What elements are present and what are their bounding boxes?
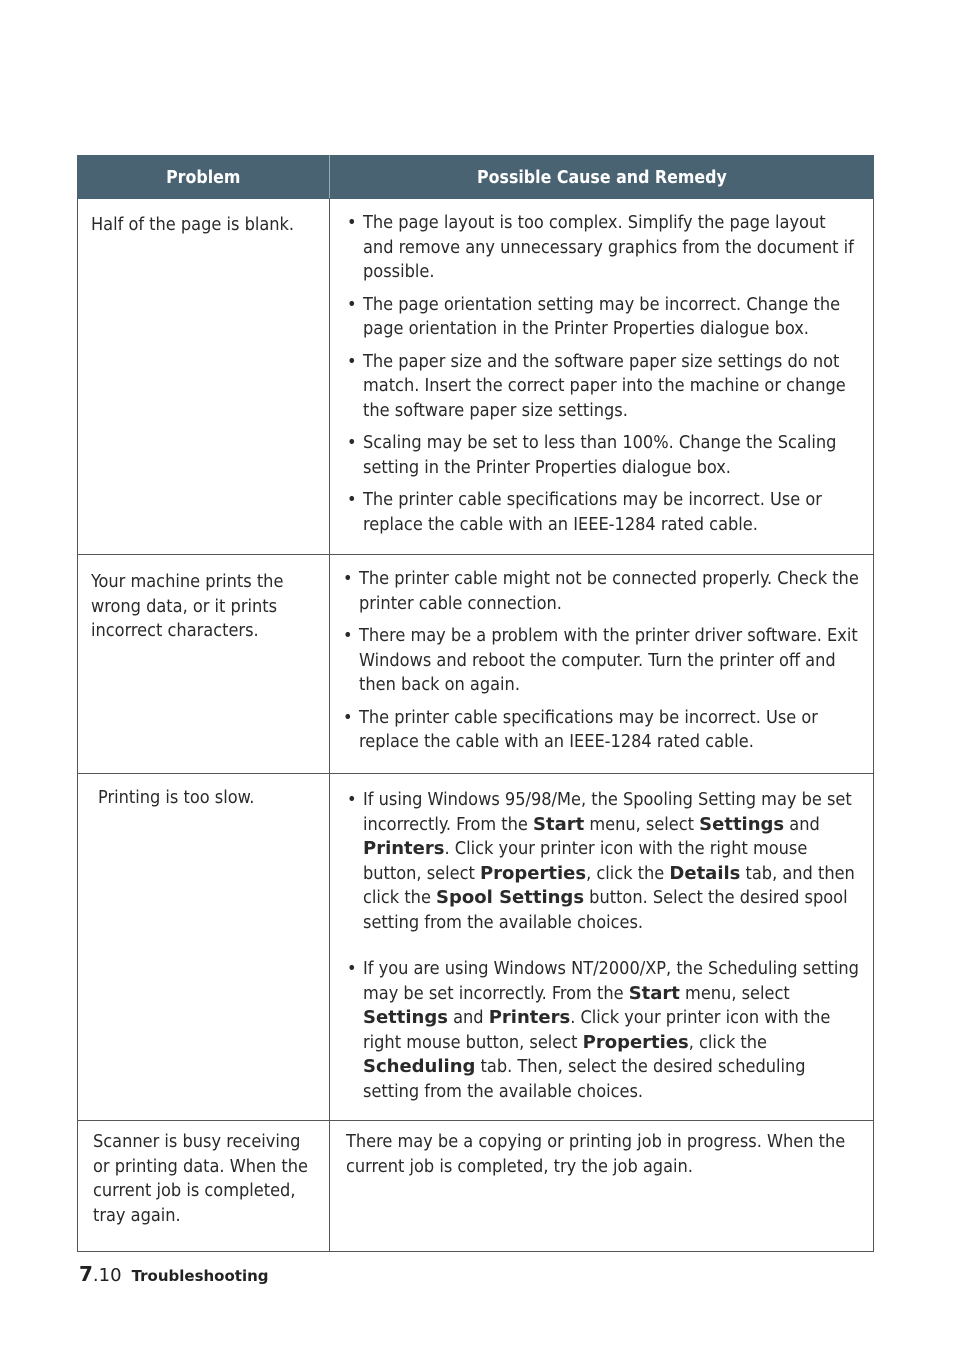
section-title: Troubleshooting xyxy=(131,1267,269,1285)
remedy-text-run: menu, select xyxy=(679,982,790,1004)
problem-text: Your machine prints the wrong data, or it prints incorrect characters. xyxy=(91,571,284,641)
bold-term: Printers xyxy=(363,838,445,859)
remedy-list xyxy=(347,211,861,537)
problem-text: Printing is too slow. xyxy=(98,787,255,808)
problem-column-header xyxy=(78,156,330,199)
remedy-list xyxy=(343,567,861,755)
remedy-list xyxy=(347,788,861,1104)
bold-term: Properties xyxy=(582,1031,689,1053)
page-footer xyxy=(79,1262,269,1286)
remedy-text-run: . Click your printer icon with the right mouse button, select xyxy=(363,838,808,884)
remedy-item: • The printer cable specifications may be incorrect. Use or replace the cable with an IEEE-1284 rated cable. xyxy=(347,488,861,537)
bold-term: Details xyxy=(669,862,741,884)
problem-text: Scanner is busy receiving or printing data. When the current job is completed, tray again. xyxy=(93,1131,308,1226)
remedy-text-run: and xyxy=(447,1007,489,1028)
remedy-text-run: . Click your printer icon with the right mouse button, select xyxy=(363,1007,831,1053)
remedy-text-run: If using Windows 95/98/Me, the Spooling Setting may be set incorrectly. From the xyxy=(363,789,852,835)
bold-term: Printers xyxy=(488,1007,571,1028)
remedy-column-header xyxy=(330,156,874,199)
remedy-item: • The page layout is too complex. Simplify the page layout and remove any unnecessary graphics from the document if possible. xyxy=(347,211,861,285)
problem-cell xyxy=(78,774,330,1121)
bold-term: Spool Settings xyxy=(436,887,585,908)
remedy-item: • The printer cable specifications may be incorrect. Use or replace the cable with an IEEE-1284 rated cable. xyxy=(343,706,861,755)
table-header-row xyxy=(78,156,874,199)
remedy-item: • Scaling may be set to less than 100%. Change the Scaling setting in the Printer Properties dialogue box. xyxy=(347,431,861,480)
remedy-cell xyxy=(330,199,874,555)
problem-cell xyxy=(78,1121,330,1252)
table-row xyxy=(78,774,874,1121)
bold-term: Start xyxy=(628,982,680,1004)
troubleshooting-table xyxy=(77,155,874,1252)
problem-cell xyxy=(78,555,330,774)
remedy-text-run: If you are using Windows NT/2000/XP, the Scheduling setting may be set incorrectly. From the xyxy=(363,958,859,1004)
bold-term: Settings xyxy=(699,813,785,835)
remedy-text-run: tab. Then, select the desired scheduling setting from the available choices. xyxy=(363,1056,806,1102)
bold-term: Start xyxy=(533,813,585,835)
bold-term: Settings xyxy=(363,1007,448,1028)
remedy-text-run: tab, and then click the xyxy=(363,862,855,908)
remedy-text-run: , click the xyxy=(688,1031,767,1053)
problem-cell xyxy=(78,199,330,555)
table-row xyxy=(78,555,874,774)
remedy-text-run: and xyxy=(784,813,820,835)
remedy-header-label: Possible Cause and Remedy xyxy=(476,166,727,188)
table-row xyxy=(78,199,874,555)
remedy-item xyxy=(347,957,861,1104)
remedy-item: • The paper size and the software paper size settings do not match. Insert the correct paper into the machine or change the software paper size settings. xyxy=(347,350,861,424)
remedy-item: • There may be a problem with the printer driver software. Exit Windows and reboot the computer. Turn the printer off and then back on again. xyxy=(343,624,861,698)
remedy-cell xyxy=(330,555,874,774)
remedy-cell xyxy=(330,774,874,1121)
remedy-item: • The page orientation setting may be incorrect. Change the page orientation in the Printer Properties dialogue box. xyxy=(347,293,861,342)
bold-term: Scheduling xyxy=(363,1056,476,1077)
remedy-cell xyxy=(330,1121,874,1252)
bold-term: Properties xyxy=(479,862,587,884)
chapter-number: 7 xyxy=(79,1262,93,1286)
remedy-item xyxy=(347,788,861,935)
problem-text: Half of the page is blank. xyxy=(91,214,295,235)
table-row xyxy=(78,1121,874,1252)
remedy-text-run: menu, select xyxy=(584,813,700,835)
page-number: .10 xyxy=(92,1265,122,1286)
remedy-text: There may be a copying or printing job in progress. When the current job is completed, try the job again. xyxy=(346,1131,846,1177)
remedy-text-run: , click the xyxy=(586,862,670,884)
problem-header-label: Problem xyxy=(166,166,241,188)
remedy-text-run: button. Select the desired spool setting from the available choices. xyxy=(363,887,848,933)
remedy-item: • The printer cable might not be connected properly. Check the printer cable connection. xyxy=(343,567,861,616)
